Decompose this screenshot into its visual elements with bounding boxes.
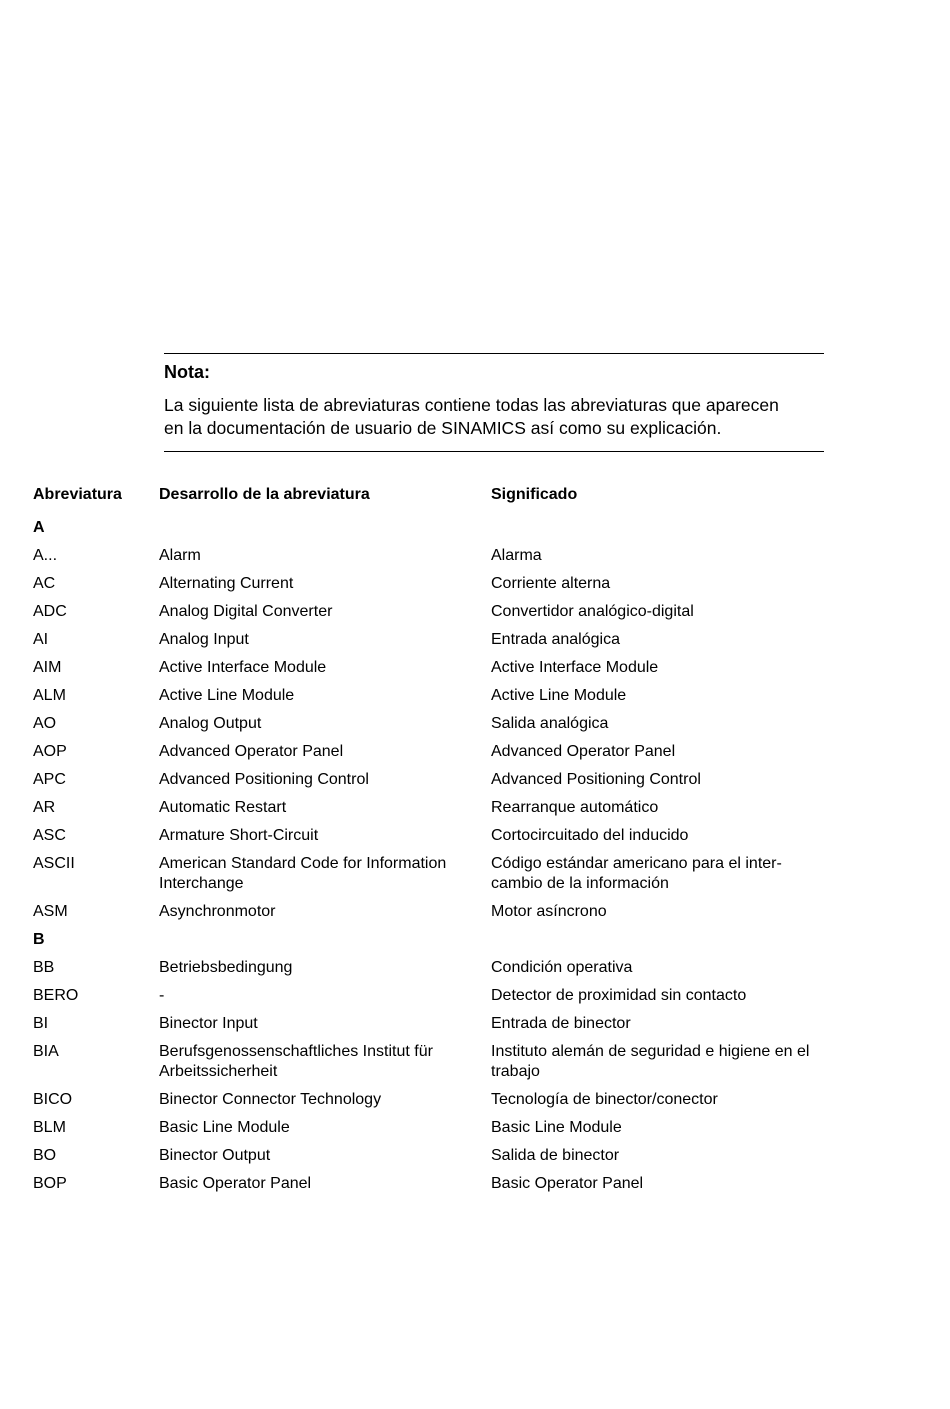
note-text — [164, 394, 824, 439]
abbreviation-cell: ADC — [33, 603, 67, 620]
table-row — [33, 1114, 833, 1142]
expansion-cell: Armature Short-Circuit — [159, 827, 319, 844]
section-letter: B — [33, 931, 45, 948]
table-row — [33, 766, 833, 794]
header-expansion: Desarrollo de la abreviatura — [159, 486, 370, 503]
expansion-cell: Binector Input — [159, 1015, 258, 1032]
meaning-cell: Tecnología de binector/conector — [491, 1091, 718, 1108]
expansion-cell: Binector Connector Technology — [159, 1091, 382, 1108]
meaning-cell: Basic Operator Panel — [491, 1175, 644, 1192]
meaning-cell: Convertidor analógico-digital — [491, 603, 694, 620]
abbreviation-cell: AI — [33, 631, 49, 648]
header-abbreviation: Abreviatura — [33, 486, 122, 503]
abbreviation-cell: BOP — [33, 1175, 67, 1192]
abbreviation-cell: A... — [33, 547, 58, 564]
abbreviation-cell: ASCII — [33, 855, 75, 872]
table-row — [33, 570, 833, 598]
expansion-cell: Berufsgenossenschaftliches Institut für Arbeitssicherheit — [159, 1043, 433, 1080]
table-row — [33, 898, 833, 926]
table-row — [33, 954, 833, 982]
abbreviation-cell: ASM — [33, 903, 68, 920]
note-title: Nota: — [164, 362, 210, 382]
expansion-cell: Advanced Positioning Control — [159, 771, 369, 788]
section-row — [33, 926, 833, 954]
abbreviation-cell: AC — [33, 575, 56, 592]
meaning-cell: Corriente alterna — [491, 575, 611, 592]
abbreviation-cell: AR — [33, 799, 56, 816]
section-row — [33, 514, 833, 542]
header-meaning: Significado — [491, 486, 578, 503]
table-row — [33, 710, 833, 738]
meaning-cell: Motor asíncrono — [491, 903, 607, 920]
table-row — [33, 1010, 833, 1038]
meaning-cell: Detector de proximidad sin contacto — [491, 987, 747, 1004]
expansion-cell: Basic Operator Panel — [159, 1175, 312, 1192]
abbreviation-cell: APC — [33, 771, 66, 788]
abbreviation-cell: AIM — [33, 659, 62, 676]
abbreviation-cell: BLM — [33, 1119, 66, 1136]
expansion-cell: Betriebsbedingung — [159, 959, 293, 976]
expansion-cell: Advanced Operator Panel — [159, 743, 344, 760]
meaning-cell: Entrada de binector — [491, 1015, 631, 1032]
table-row — [33, 1038, 833, 1086]
meaning-cell: Código estándar americano para el inter-cambio de la información — [491, 855, 782, 892]
meaning-cell: Condición operativa — [491, 959, 633, 976]
abbreviation-table — [33, 481, 833, 1198]
table-row — [33, 822, 833, 850]
meaning-cell: Salida de binector — [491, 1147, 620, 1164]
note-text-line: La siguiente lista de abreviaturas contiene todas las abreviaturas que aparecen — [164, 395, 779, 415]
abbreviation-cell: ASC — [33, 827, 66, 844]
table-row — [33, 654, 833, 682]
abbreviation-cell: BERO — [33, 987, 79, 1004]
abbreviation-cell: BB — [33, 959, 55, 976]
table-header-row — [33, 481, 833, 514]
table-row — [33, 626, 833, 654]
abbreviation-cell: BI — [33, 1015, 49, 1032]
meaning-cell: Instituto alemán de seguridad e higiene en el trabajo — [491, 1043, 810, 1080]
abbreviation-cell: AOP — [33, 743, 67, 760]
table-row — [33, 1086, 833, 1114]
expansion-cell: Analog Digital Converter — [159, 603, 333, 620]
meaning-cell: Basic Line Module — [491, 1119, 622, 1136]
meaning-cell: Rearranque automático — [491, 799, 659, 816]
expansion-cell: Analog Output — [159, 715, 262, 732]
note-box — [164, 353, 824, 452]
expansion-cell: Active Interface Module — [159, 659, 327, 676]
abbreviation-cell: AO — [33, 715, 57, 732]
expansion-cell: Alternating Current — [159, 575, 294, 592]
abbreviation-cell: BIA — [33, 1043, 59, 1060]
expansion-cell: Binector Output — [159, 1147, 271, 1164]
note-text-line: en la documentación de usuario de SINAMICS así como su explicación. — [164, 417, 722, 438]
table-row — [33, 982, 833, 1010]
expansion-cell: American Standard Code for Information Interchange — [159, 855, 447, 892]
meaning-cell: Advanced Positioning Control — [491, 771, 701, 788]
expansion-cell: Basic Line Module — [159, 1119, 290, 1136]
meaning-cell: Advanced Operator Panel — [491, 743, 676, 760]
abbreviation-cell: ALM — [33, 687, 66, 704]
table-row — [33, 542, 833, 570]
table-row — [33, 1170, 833, 1198]
table-body — [33, 514, 833, 1198]
abbreviation-cell: BICO — [33, 1091, 73, 1108]
table-row — [33, 738, 833, 766]
table-row — [33, 850, 833, 898]
meaning-cell: Active Interface Module — [491, 659, 659, 676]
expansion-cell: Analog Input — [159, 631, 249, 648]
meaning-cell: Cortocircuitado del inducido — [491, 827, 689, 844]
table-row — [33, 794, 833, 822]
expansion-cell: Active Line Module — [159, 687, 295, 704]
meaning-cell: Active Line Module — [491, 687, 627, 704]
section-letter: A — [33, 519, 45, 536]
expansion-cell: Asynchronmotor — [159, 903, 276, 920]
meaning-cell: Entrada analógica — [491, 631, 620, 648]
table-row — [33, 1142, 833, 1170]
meaning-cell: Alarma — [491, 547, 542, 564]
expansion-cell: - — [159, 987, 165, 1004]
meaning-cell: Salida analógica — [491, 715, 609, 732]
table-row — [33, 682, 833, 710]
expansion-cell: Automatic Restart — [159, 799, 287, 816]
abbreviation-cell: BO — [33, 1147, 57, 1164]
expansion-cell: Alarm — [159, 547, 201, 564]
table-row — [33, 598, 833, 626]
